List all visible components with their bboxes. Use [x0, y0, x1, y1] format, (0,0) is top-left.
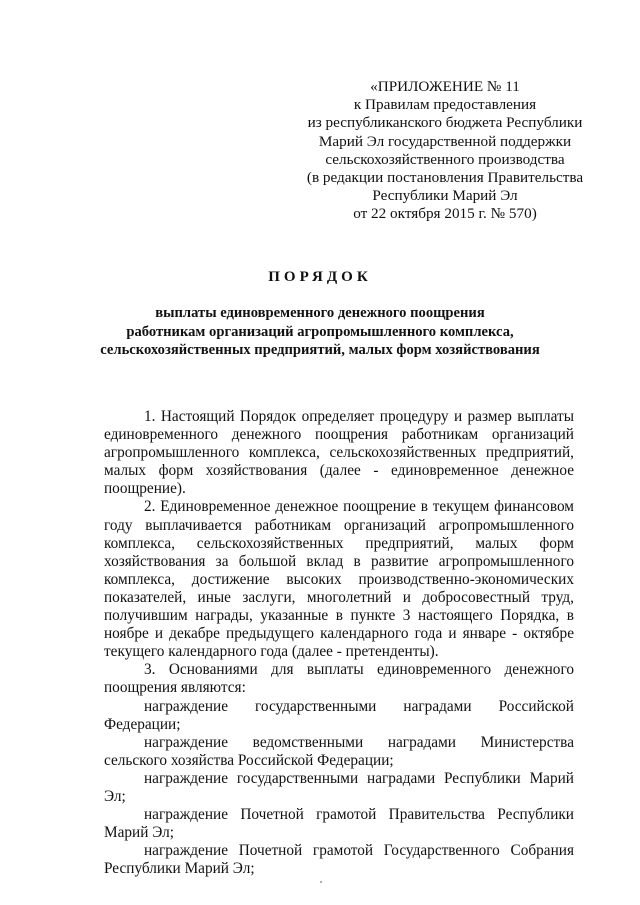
subtitle-line: работникам организаций агропромышленного комплекса,: [126, 323, 514, 340]
appendix-header: [300, 78, 590, 224]
list-item-assembly-certificate: награждение Почетной грамотой Государственного Собрания Республики Марий Эл;: [104, 842, 574, 878]
appendix-line: к Правилам предоставления: [353, 96, 537, 114]
list-item-state-awards-rf: награждение государственными наградами Российской Федерации;: [104, 697, 574, 733]
appendix-line: из республиканского бюджета Республики: [307, 114, 583, 132]
subtitle-line: выплаты единовременного денежного поощрения: [155, 305, 485, 321]
paragraph-3: 3. Основаниями для выплаты единовременного денежного поощрения являются:: [104, 661, 574, 697]
appendix-line: сельскохозяйственного производства: [325, 150, 565, 168]
paragraph-1: 1. Настоящий Порядок определяет процедуру и размер выплаты единовременного денежного поощрения работникам организаций агропромышленного комплекса, сельскохозяйственных предприятий, малых форм хозяйствования (далее - единовременное денежное поощрение).: [104, 408, 574, 498]
document-body: [104, 408, 574, 878]
paragraph-2: 2. Единовременное денежное поощрение в текущем финансовом году выплачивается работникам организаций агропромышленного комплекса, сельскохозяйственных предприятий, малых форм хозяйствования за большой вклад в развитие агропромышленного комплекса, достижение высоких производственно-экономических показателей, иные заслуги, многолетний и добросовестный труд, получившим награды, указанные в пункте 3 настоящего Порядка, в ноябре и декабре предыдущего календарного года и январе - октябре текущего календарного года (далее - претенденты).: [104, 498, 574, 661]
list-item-government-certificate: награждение Почетной грамотой Правительства Республики Марий Эл;: [104, 806, 574, 842]
appendix-line: от 22 октября 2015 г. № 570): [353, 205, 537, 223]
appendix-line: (в редакции постановления Правительства: [306, 169, 584, 187]
appendix-line: Республики Марий Эл: [372, 187, 518, 205]
appendix-line: «ПРИЛОЖЕНИЕ № 11: [370, 78, 520, 95]
scan-speck: [320, 881, 322, 883]
document-title: ПОРЯДОК: [268, 269, 372, 285]
list-item-ministry-awards: награждение ведомственными наградами Министерства сельского хозяйства Российской Федерации;: [104, 733, 574, 769]
appendix-line: Марий Эл государственной поддержки: [318, 132, 572, 150]
subtitle-line: сельскохозяйственных предприятий, малых форм хозяйствования: [100, 342, 540, 359]
list-item-state-awards-me: награждение государственными наградами Республики Марий Эл;: [104, 769, 574, 805]
document-subtitle: [0, 304, 640, 360]
